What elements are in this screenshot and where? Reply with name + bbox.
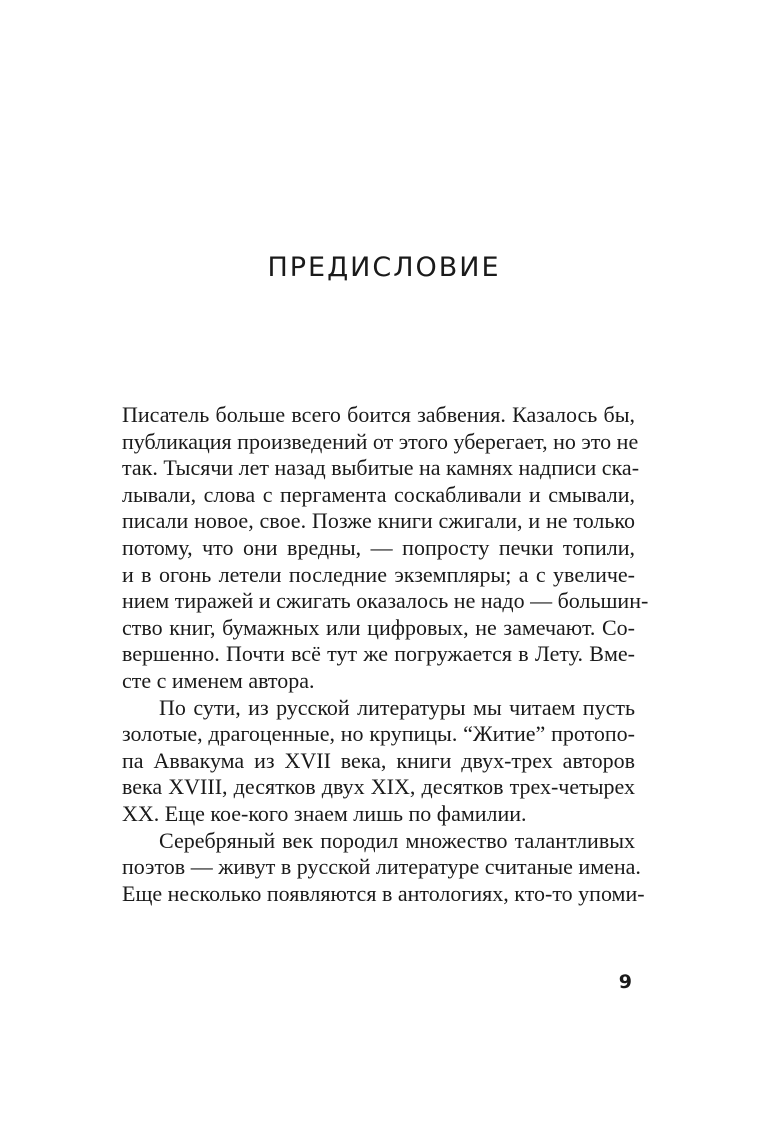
text-line: поэтов — живут в русской литературе считаные имена.	[122, 854, 641, 880]
text-line: ство книг, бумажных или цифровых, не замечают. Со-	[122, 614, 635, 640]
text-line: сте с именем автора.	[122, 667, 315, 693]
text-line: па Аввакума из XVII века, книги двух-трех авторов	[122, 747, 635, 773]
page-number: 9	[618, 971, 632, 993]
body-text	[122, 402, 649, 907]
text-line: публикация произведений от этого уберегает, но это не	[122, 428, 639, 454]
text-line: потому, что они вредны, — попросту печки топили,	[122, 534, 635, 560]
text-line: Писатель больше всего боится забвения. Казалось бы,	[122, 402, 635, 427]
text-line: писали новое, свое. Позже книги сжигали, и не только	[122, 508, 635, 534]
text-line: вершенно. Почти всё тут же погружается в Лету. Вме-	[122, 641, 635, 667]
text-line: Еще несколько появляются в антологиях, кто-то упоми-	[122, 880, 645, 906]
text-line: XX. Еще кое-кого знаем лишь по фамилии.	[122, 800, 527, 826]
text-line: Серебряный век породил множество талантливых	[159, 827, 635, 853]
text-line: нием тиражей и сжигать оказалось не надо — большин-	[122, 588, 649, 614]
text-line: лывали, слова с пергамента соскабливали и смывали,	[122, 481, 635, 507]
chapter-title: ПРЕДИСЛОВИЕ	[267, 252, 501, 283]
text-line: так. Тысячи лет назад выбитые на камнях надписи ска-	[122, 455, 640, 481]
text-line: века XVIII, десятков двух XIX, десятков трех-четырех	[122, 774, 635, 800]
text-line: и в огонь летели последние экземпляры; а с увеличе-	[122, 561, 635, 587]
text-line: По сути, из русской литературы мы читаем пусть	[159, 694, 635, 720]
text-line: золотые, драгоценные, но крупицы. “Житие” протопо-	[122, 721, 635, 747]
